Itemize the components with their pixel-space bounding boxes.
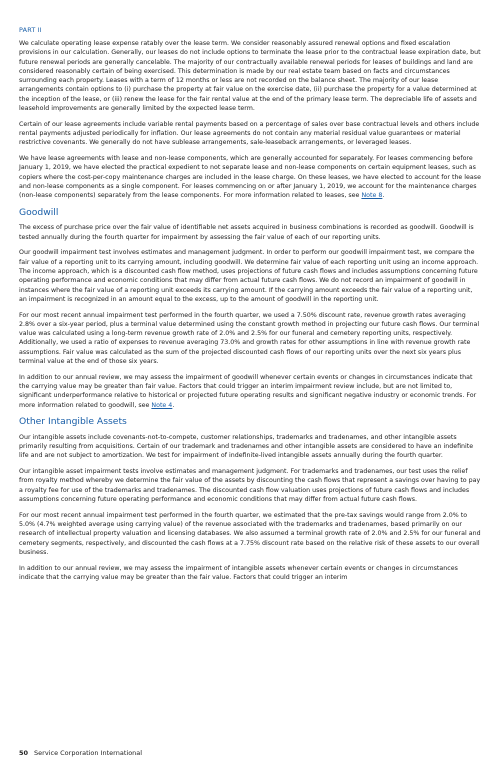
goodwill-assumptions-paragraph: For our most recent annual impairment test performed in the fourth quarter, we used a 7.50% discount rate, revenue growth rates averaging 2.8% over a six-year period, plus a terminal value determined using the constant growth method in projecting our future cash flows. Our terminal value was calculated using a long-term revenue growth rate of 2.0% and 2.5% for our funeral and cemetery reporting units, respectively. Additionally, we used a ratio of expenses to revenue averaging 73.0% and growth rates for other assumptions in line with revenue growth rate assumptions. Fair value was calculated as the sum of the projected discounted cash flows of our reporting units over the next six years plus terminal value at the end of those six years.	[19, 311, 480, 366]
lease-components-end: .	[382, 192, 385, 200]
intangibles-test-paragraph: Our intangible asset impairment tests involve estimates and management judgment. For trademarks and tradenames, our test uses the relief from royalty method whereby we determine the fair value of the assets by discounting the cash flows that represent a savings over having to pay a royalty fee for use of the trademarks and tradenames. The discounted cash flow valuation uses projections of future cash flows and includes assumptions concerning future operating performance and economic conditions that may differ from actual future cash flows.	[19, 468, 481, 503]
goodwill-test-paragraph: Our goodwill impairment test involves estimates and management judgment. In order to perform our goodwill impairment test, we compare the fair value of a reporting unit to its carrying amount, including goodwill. We determine fair value of each reporting unit using an income approach. The income approach, which is a discounted cash flow method, uses projections of future cash flows and includes assumptions concerning future operating performance and economic conditions that may differ from actual future cash flows. We do not record an impairment of goodwill in instances where the fair value of a reporting unit exceeds its carrying amount. If the carrying amount exceeds the fair value of a reporting unit, an impairment is recognized in an amount equal to the excess, up to the amount of goodwill in the reporting unit.	[19, 249, 479, 303]
intangibles-heading: Other Intangible Assets	[19, 416, 127, 428]
goodwill-interim-text: In addition to our annual review, we may assess the impairment of goodwill whenever certain events or changes in circumstances indicate that the carrying value may be greater than fair value. Factors that could trigger an interim impairment review include, but are not limited to, significant underperformance relative to historical or projected future operating results and significant negative industry or economic trends. For more information related to goodwill, see	[19, 373, 477, 409]
page-footer	[19, 749, 142, 757]
note-4-link[interactable]: Note 4	[151, 401, 173, 409]
document-page	[19, 26, 481, 589]
company-name: Service Corporation International	[34, 749, 143, 757]
page-number: 50	[19, 749, 29, 757]
goodwill-heading: Goodwill	[19, 206, 59, 218]
note-8-link[interactable]: Note 8	[361, 192, 383, 200]
lease-components-text: We have lease agreements with lease and non-lease components, which are generally accounted for separately. For leases commencing before January 1, 2019, we have elected the practical expedient to not separate lease and non-lease components on certain equipment leases, such as copiers where the cost-per-copy maintenance charges are included in the lease charge. On these leases, we have elected to account for the lease and non-lease components as a single component. For leases commencing on or after January 1, 2019, we account for the maintenance charges (non-lease components) separately from the lease components. For more information related to leases, see	[19, 155, 481, 200]
intangibles-assumptions-paragraph: For our most recent annual impairment test performed in the fourth quarter, we estimated that the pre-tax savings would range from 2.0% to 5.0% (4.7% weighted average using carrying value) of the revenue associated with the trademarks and tradenames, based primarily on our research of intellectual property valuation and licensing databases. We also assumed a terminal growth rate of 2.0% and 2.5% for our funeral and cemetery segments, respectively, and discounted the cash flows at a 7.75% discount rate based on the relative risk of these assets to our overall business.	[19, 511, 481, 556]
intangibles-definition-paragraph: Our intangible assets include covenants-not-to-compete, customer relationships, trademarks and tradenames, and other intangible assets primarily resulting from acquisitions. Certain of our trademark and tradenames and other intangible assets are considered to have an indefinite life and are not subject to amortization. We test for impairment of indefinite-lived intangible assets annually during the fourth quarter.	[19, 433, 474, 460]
goodwill-definition-paragraph: The excess of purchase price over the fair value of identifiable net assets acquired in business combinations is recorded as goodwill. Goodwill is tested annually during the fourth quarter for impairment by assessing the fair value of each of our reporting units.	[19, 224, 474, 241]
intangibles-interim-paragraph: In addition to our annual review, we may assess the impairment of intangible assets whenever certain events or changes in circumstances indicate that the carrying value may be greater than the fair value. Factors that could trigger an interim	[19, 564, 458, 581]
part-label: PART II	[19, 26, 42, 34]
variable-rent-paragraph: Certain of our lease agreements include variable rental payments based on a percentage of sales over base contractual levels and others include rental payments adjusted periodically for inflation. Our lease agreements do not contain any material residual value guarantees or material restrictive covenants. We generally do not have sublease arrangements, sale-leaseback arrangements, or leveraged leases.	[19, 120, 480, 147]
goodwill-interim-end: .	[172, 401, 175, 409]
lease-components-paragraph	[19, 154, 481, 200]
goodwill-interim-paragraph	[19, 373, 481, 410]
lease-expense-paragraph: We calculate operating lease expense ratably over the lease term. We consider reasonably assured renewal options and fixed escalation provisions in our calculation. Generally, our leases do not include options to terminate the lease prior to the contractual lease expiration date, but future renewal periods are generally cancelable. The majority of our contractually available renewal periods for leases of buildings and land are considered reasonably certain of being exercised. This determination is made by our real estate team based on facts and circumstances surrounding each property. Leases with a term of 12 months or less are not recorded on the balance sheet. The majority of our lease arrangements contain options to (i) purchase the property at fair value on the exercise date, (ii) purchase the property for a value determined at the inception of the lease, or (iii) renew the lease for the fair rental value at the end of the primary lease term. The depreciable life of assets and leasehold improvements are generally limited by the expected lease term.	[19, 40, 481, 113]
